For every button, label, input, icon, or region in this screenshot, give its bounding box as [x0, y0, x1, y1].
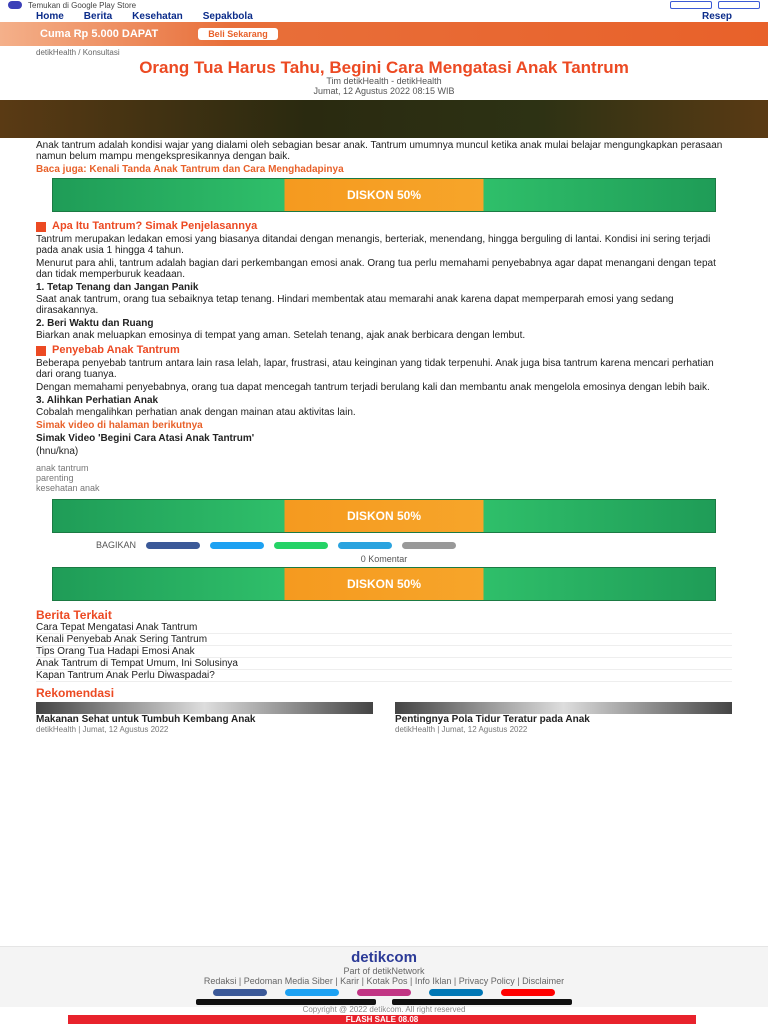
footer-logo[interactable]: detikcom: [351, 949, 417, 966]
square-bullet-icon: [36, 222, 46, 232]
ad-banner[interactable]: DISKON 50%: [52, 499, 716, 533]
video-sub: (hnu/kna): [36, 446, 79, 457]
list-item[interactable]: Cara Tepat Mengatasi Anak Tantrum: [36, 622, 732, 634]
main-nav: [0, 10, 768, 22]
whatsapp-share-icon[interactable]: [274, 542, 328, 549]
subheading: [36, 345, 732, 356]
related-link[interactable]: Baca juga: Kenali Tanda Anak Tantrum dan Cara Menghadapinya: [36, 164, 344, 175]
article-body: [0, 138, 768, 175]
promo-banner[interactable]: [0, 22, 768, 46]
recommend-meta: detikHealth | Jumat, 12 Agustus 2022: [395, 725, 528, 734]
article-intro: Anak tantrum adalah kondisi wajar yang dialami oleh sebagian besar anak. Tantrum umumnya muncul ketika anak mulai belajar mengungkapkan perasaan namun belum mampu mengekspresikannya dengan baik.: [36, 140, 723, 162]
section-title-recommend: Rekomendasi: [36, 686, 115, 700]
copy-link-icon[interactable]: [402, 542, 456, 549]
comment-count[interactable]: 0 Komentar: [360, 554, 408, 564]
youtube-icon[interactable]: [501, 989, 555, 996]
promo-cta-button[interactable]: Beli Sekarang: [198, 28, 278, 40]
next-page-link[interactable]: Simak video di halaman berikutnya: [36, 420, 203, 431]
recommend-title[interactable]: Pentingnya Pola Tidur Teratur pada Anak: [395, 714, 590, 725]
register-box[interactable]: [718, 1, 760, 9]
ad-banner[interactable]: DISKON 50%: [52, 178, 716, 212]
share-bar: [0, 536, 768, 554]
recommend-thumbnail: [395, 702, 732, 714]
ad-banner[interactable]: DISKON 50%: [52, 567, 716, 601]
video-title[interactable]: Simak Video 'Begini Cara Atasi Anak Tantrum': [36, 433, 255, 444]
section-title-latest: Berita Terkait: [36, 608, 112, 622]
list-item[interactable]: Kapan Tantrum Anak Perlu Diwaspadai?: [36, 670, 732, 682]
facebook-share-icon[interactable]: [146, 542, 200, 549]
subheading-text: Apa Itu Tantrum? Simak Penjelasannya: [52, 220, 258, 232]
subheading-text: Penyebab Anak Tantrum: [52, 344, 180, 356]
linkedin-icon[interactable]: [429, 989, 483, 996]
nav-item-kesehatan[interactable]: Kesehatan: [132, 10, 183, 22]
list-item[interactable]: Anak Tantrum di Tempat Umum, Ini Solusinya: [36, 658, 732, 670]
tag[interactable]: parenting: [36, 473, 74, 483]
nav-item-home[interactable]: Home: [36, 10, 64, 22]
recommend-list: [0, 700, 768, 736]
recommend-title[interactable]: Makanan Sehat untuk Tumbuh Kembang Anak: [36, 714, 256, 725]
tag[interactable]: kesehatan anak: [36, 483, 100, 493]
facebook-icon[interactable]: [213, 989, 267, 996]
byline: Tim detikHealth - detikHealth: [326, 76, 442, 86]
paragraph: Biarkan anak meluapkan emosinya di tempat yang aman. Setelah tenang, ajak anak berbicara dengan lembut.: [36, 330, 526, 341]
recommend-card[interactable]: [395, 702, 732, 734]
twitter-icon[interactable]: [285, 989, 339, 996]
paragraph: Dengan memahami penyebabnya, orang tua dapat mencegah tantrum terjadi berulang kali dan membantu anak mengelola emosinya dengan lebih baik.: [36, 382, 710, 393]
hero-image: [0, 100, 768, 138]
nav-item-sepakbola[interactable]: Sepakbola: [202, 10, 253, 22]
bottom-sticky-ad[interactable]: FLASH SALE 08.08: [68, 1015, 696, 1024]
footer: [0, 946, 768, 1014]
breadcrumb[interactable]: detikHealth / Konsultasi: [36, 48, 120, 57]
list-item[interactable]: Tips Orang Tua Hadapi Emosi Anak: [36, 646, 732, 658]
topbar-text: Temukan di Google Play Store: [28, 0, 137, 10]
subheading: [36, 221, 732, 232]
promo-text: Cuma Rp 5.000 DAPAT: [40, 28, 159, 40]
paragraph: Menurut para ahli, tantrum adalah bagian dari perkembangan emosi anak. Orang tua perlu memahami penyebabnya agar dapat menangani dengan tepat dan tidak memperburuk keadaan.: [36, 258, 716, 280]
paragraph: Tantrum merupakan ledakan emosi yang biasanya ditandai dengan menangis, berteriak, menendang, hingga berguling di lantai. Kondisi ini sering terjadi pada anak usia 1 hingga 4 tahun.: [36, 234, 711, 256]
article-section: [0, 215, 768, 457]
latest-list: [0, 622, 768, 682]
recommend-thumbnail: [36, 702, 373, 714]
instagram-icon[interactable]: [357, 989, 411, 996]
paragraph: Saat anak tantrum, orang tua sebaiknya tetap tenang. Hindari membentak atau memarahi anak karena dapat memperparah emosi yang sedang dirasakannya.: [36, 294, 674, 316]
footer-socials: [0, 989, 768, 996]
list-item[interactable]: Kenali Penyebab Anak Sering Tantrum: [36, 634, 732, 646]
top-bar: [0, 0, 768, 10]
square-bullet-icon: [36, 346, 46, 356]
nav-item-resep[interactable]: Resep: [701, 10, 732, 22]
nav-item-berita[interactable]: Berita: [83, 10, 113, 22]
telegram-share-icon[interactable]: [338, 542, 392, 549]
copyright: Copyright @ 2022 detikcom. All right reserved: [302, 1005, 466, 1014]
footer-links[interactable]: Redaksi | Pedoman Media Siber | Karir | Kotak Pos | Info Iklan | Privacy Policy | Disclaimer: [203, 976, 565, 986]
page-title: Orang Tua Harus Tahu, Begini Cara Mengatasi Anak Tantrum: [139, 58, 629, 77]
twitter-share-icon[interactable]: [210, 542, 264, 549]
paragraph: Beberapa penyebab tantrum antara lain rasa lelah, lapar, frustrasi, atau keinginan yang tidak terpenuhi. Anak juga bisa tantrum karena mencari perhatian dari orang tuanya.: [36, 358, 714, 380]
recommend-card[interactable]: [36, 702, 373, 734]
publish-date: Jumat, 12 Agustus 2022 08:15 WIB: [313, 86, 455, 96]
recommend-meta: detikHealth | Jumat, 12 Agustus 2022: [36, 725, 169, 734]
tag[interactable]: anak tantrum: [36, 463, 89, 473]
footer-tagline: Part of detikNetwork: [343, 966, 425, 976]
list-heading: 3. Alihkan Perhatian Anak: [36, 395, 159, 406]
share-label: BAGIKAN: [96, 540, 137, 550]
login-box[interactable]: [670, 1, 712, 9]
list-heading: 2. Beri Waktu dan Ruang: [36, 318, 154, 329]
app-logo-icon: [8, 1, 22, 9]
list-heading: 1. Tetap Tenang dan Jangan Panik: [36, 282, 199, 293]
tag-list: [36, 463, 732, 493]
paragraph: Cobalah mengalihkan perhatian anak dengan mainan atau aktivitas lain.: [36, 407, 356, 418]
